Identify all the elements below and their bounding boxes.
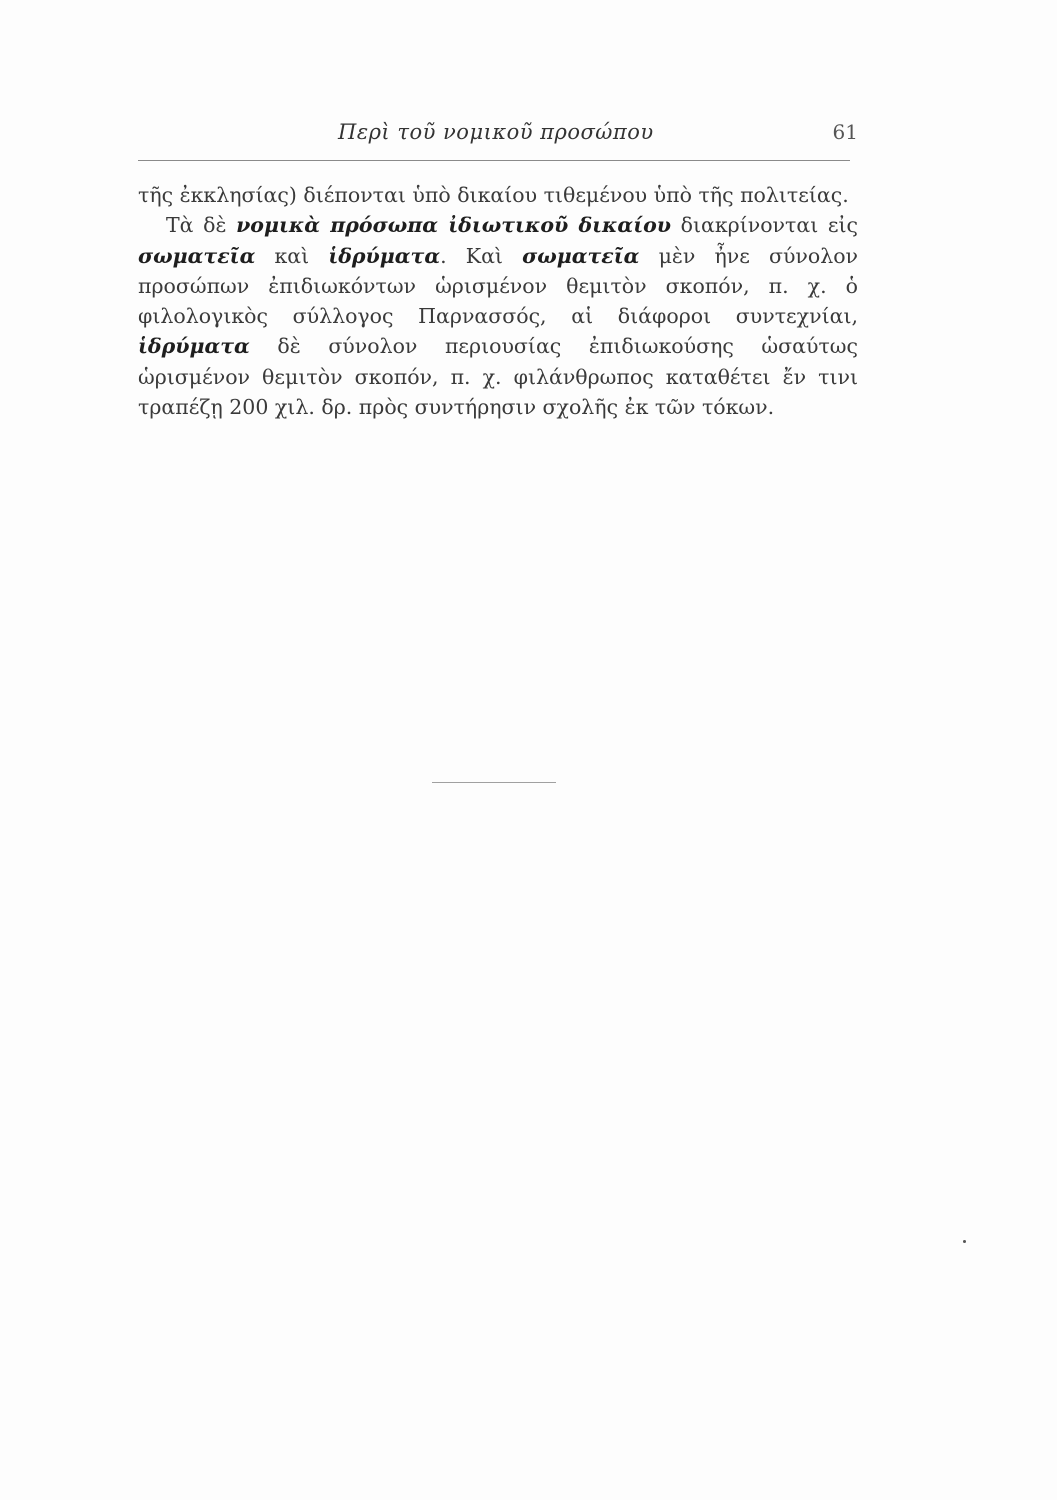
emphasized-term: ἱδρύματα [328, 243, 441, 268]
text-run: καὶ [255, 243, 329, 268]
running-head [138, 120, 858, 150]
text-run: δὲ σύνολον περιουσίας ἐπιδιωκούσης ὡσαύτως ὡρισμένον θεμιτὸν σκοπόν, π. χ. φιλάνθρωπος καταθέτει ἔν τινι τραπέζῃ 200 χιλ. δρ. πρὸς συντήρησιν σχολῆς ἐκ τῶν τόκων. [138, 334, 858, 420]
text-run: Τὰ δὲ [166, 213, 237, 238]
text-run: διακρίνονται εἰς [671, 213, 858, 238]
page-number: 61 [832, 120, 858, 144]
paragraph [138, 210, 858, 422]
running-title: Περὶ τοῦ νομικοῦ προσώπου [338, 120, 654, 144]
emphasized-term: ἱδρύματα [138, 334, 250, 359]
paragraph-continued [138, 180, 858, 210]
paragraph-text: τῆς ἐκκλησίας) διέπονται ὑπὸ δικαίου τιθεμένου ὑπὸ τῆς πολιτείας. [138, 183, 849, 207]
emphasized-term: νομικὰ πρόσωπα ἰδιωτικοῦ δικαίου [236, 213, 672, 238]
text-run: μὲν ἦνε σύνολον προσώπων ἐπιδιωκόντων ὡρισμένον θεμιτὸν σκοπόν, π. χ. ὁ φιλολογικὸς σύλλογος Παρνασσός, αἱ διάφοροι συντεχνίαι, [138, 243, 859, 329]
header-rule [138, 160, 850, 161]
body-text [138, 180, 858, 422]
emphasized-term: σωματεῖα [522, 243, 640, 268]
emphasized-term: σωματεῖα [138, 243, 256, 268]
text-run: . Καὶ [440, 243, 523, 268]
paper-speck [963, 1240, 966, 1243]
section-end-rule [432, 782, 556, 783]
